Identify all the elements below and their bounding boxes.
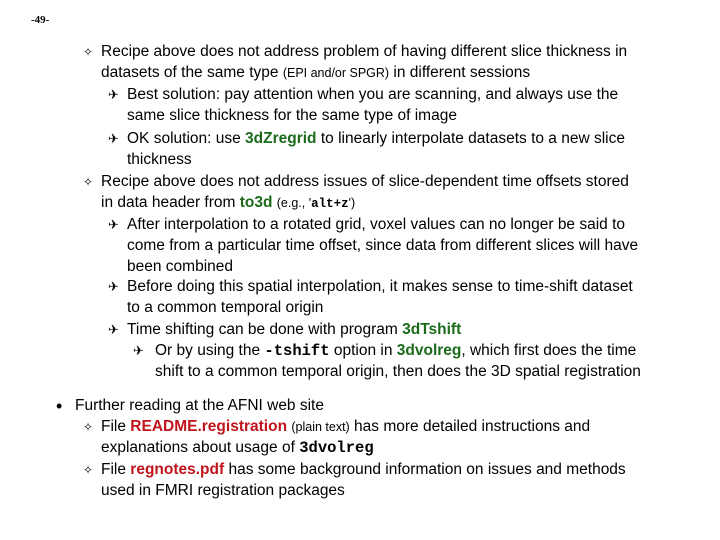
bullet-text-line (127, 237, 638, 255)
text-run: OK solution: use (127, 130, 246, 147)
bullet-diamond-icon: ✧ (83, 463, 94, 477)
text-run: to linearly interpolate datasets to a new slice (316, 130, 625, 147)
bullet-arrow-icon: ✈ (108, 131, 119, 146)
text-run: (plain text) (291, 420, 350, 434)
text-run: has some background information on issues and methods (224, 461, 626, 478)
text-run: shift to a common temporal origin, then does the 3D spatial registration (155, 363, 641, 380)
bullet-text-line (101, 461, 626, 479)
bullet-diamond-icon: ✧ (83, 175, 94, 189)
bullet-diamond-icon: ✧ (83, 420, 94, 434)
text-run: Or by using the (155, 342, 265, 359)
text-run: ') (348, 196, 356, 210)
text-run: alt+z (311, 197, 349, 211)
bullet-text-line (127, 86, 618, 104)
text-run: thickness (127, 151, 192, 168)
bullet-arrow-icon: ✈ (108, 217, 119, 232)
text-run: 3dvolreg (299, 439, 374, 457)
bullet-text-line (101, 173, 629, 191)
highlighted-term: 3dTshift (402, 321, 462, 338)
text-run: (e.g., ' (276, 196, 312, 210)
bullet-text-line (155, 342, 636, 360)
bullet-dot-icon: • (56, 396, 63, 416)
bullet-text-line (101, 418, 590, 436)
highlighted-term: 3dvolreg (396, 342, 462, 359)
text-run: -tshift (264, 342, 330, 360)
bullet-text-line (127, 321, 461, 339)
text-run: File (101, 461, 131, 478)
text-run: After interpolation to a rotated grid, voxel values can no longer be said to (127, 216, 626, 233)
text-run: Time shifting can be done with program (127, 321, 403, 338)
text-run: option in (329, 342, 397, 359)
bullet-text-line (101, 482, 345, 500)
bullet-text-line (127, 151, 192, 169)
text-run: same slice thickness for the same type of image (127, 107, 457, 124)
bullet-text-line (75, 397, 324, 415)
highlighted-term: README.registration (130, 418, 288, 435)
text-run: in different sessions (389, 64, 531, 81)
bullet-text-line (127, 278, 633, 296)
bullet-arrow-icon: ✈ (133, 343, 144, 358)
text-run: Best solution: pay attention when you are scanning, and always use the (127, 86, 619, 103)
text-run: used in FMRI registration packages (101, 482, 345, 499)
bullet-text-line (127, 107, 457, 125)
page-number: -49- (31, 14, 50, 26)
text-run: in data header from (101, 194, 240, 211)
bullet-text-line (155, 363, 641, 381)
text-run: come from a particular time offset, since data from different slices will have (127, 237, 639, 254)
bullet-text-line (101, 194, 355, 213)
text-run: (EPI and/or SPGR) (282, 66, 390, 80)
highlighted-term: to3d (239, 194, 273, 211)
text-run: has more detailed instructions and (349, 418, 591, 435)
bullet-text-line (101, 64, 530, 82)
text-run: Before doing this spatial interpolation, it makes sense to time-shift dataset (127, 278, 633, 295)
text-run: explanations about usage of (101, 439, 300, 456)
bullet-text-line (101, 43, 627, 61)
text-run: Further reading at the AFNI web site (75, 397, 324, 414)
bullet-arrow-icon: ✈ (108, 322, 119, 337)
bullet-text-line (127, 258, 233, 276)
bullet-arrow-icon: ✈ (108, 279, 119, 294)
bullet-text-line (127, 299, 323, 317)
text-run: to a common temporal origin (127, 299, 324, 316)
text-run: datasets of the same type (101, 64, 283, 81)
highlighted-term: 3dZregrid (245, 130, 317, 147)
bullet-text-line (127, 216, 625, 234)
bullet-arrow-icon: ✈ (108, 87, 119, 102)
bullet-diamond-icon: ✧ (83, 45, 94, 59)
text-run: Recipe above does not address problem of having different slice thickness in (101, 43, 628, 60)
text-run: File (101, 418, 131, 435)
text-run: , which first does the time (461, 342, 637, 359)
text-run: Recipe above does not address issues of slice-dependent time offsets stored (101, 173, 629, 190)
bullet-text-line (101, 439, 374, 457)
highlighted-term: regnotes.pdf (130, 461, 225, 478)
text-run: been combined (127, 258, 233, 275)
bullet-text-line (127, 130, 625, 148)
